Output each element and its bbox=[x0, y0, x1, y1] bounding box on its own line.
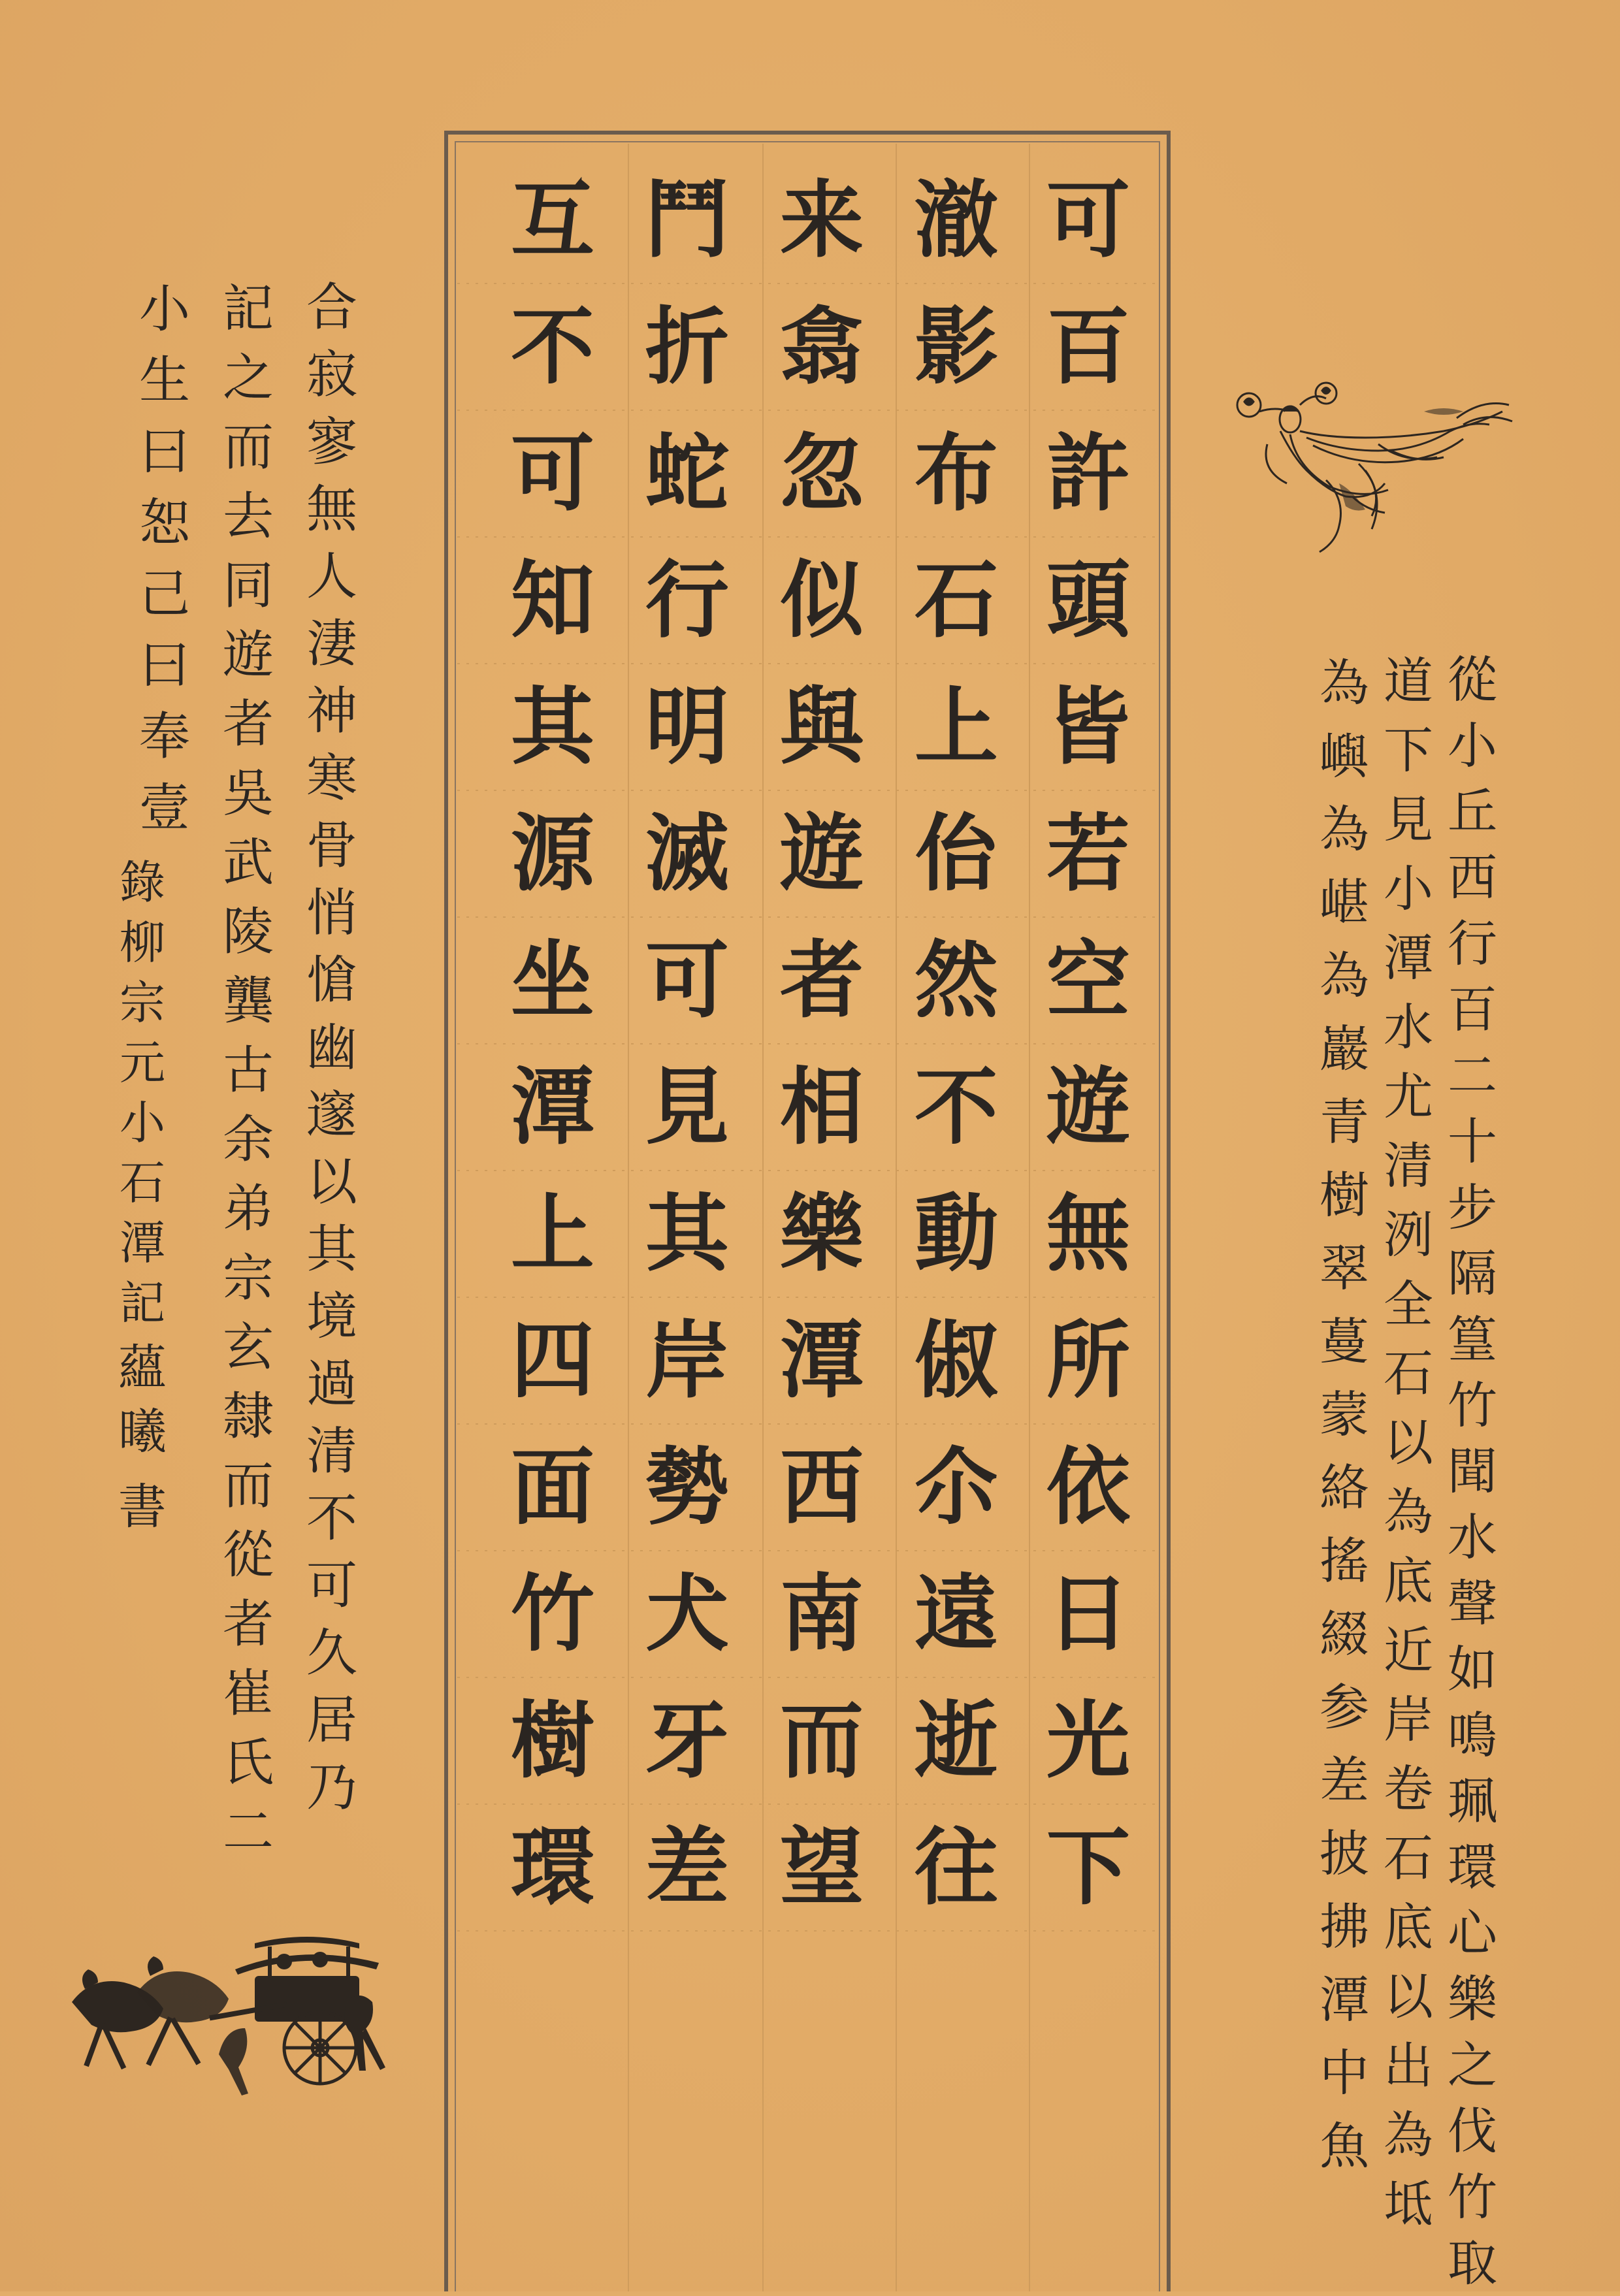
signature-name-text bbox=[118, 1336, 167, 1464]
main-column-3 bbox=[770, 157, 874, 1931]
left-char: 恕 bbox=[138, 494, 190, 553]
left-char: 之 bbox=[222, 349, 274, 408]
signature-name bbox=[110, 1336, 175, 1464]
main-char: 面 bbox=[510, 1438, 594, 1536]
main-char: 可 bbox=[645, 931, 729, 1029]
main-char: 往 bbox=[914, 1819, 998, 1916]
left-char: 寂 bbox=[306, 346, 357, 404]
right-char: 蔓 bbox=[1320, 1312, 1369, 1370]
left-char: 二 bbox=[222, 1803, 274, 1862]
main-char: 尒 bbox=[914, 1438, 998, 1536]
left-char: 淒 bbox=[306, 615, 357, 673]
right-char: 潭 bbox=[1384, 929, 1433, 987]
left-column-2 bbox=[216, 274, 281, 1867]
main-char: 下 bbox=[1046, 1819, 1130, 1916]
main-char: 布 bbox=[914, 425, 998, 523]
right-char: 丘 bbox=[1448, 783, 1497, 841]
main-char: 蛇 bbox=[645, 425, 729, 523]
left-char: 寒 bbox=[306, 749, 357, 808]
signature-suffix bbox=[110, 1479, 175, 1535]
main-char: 源 bbox=[510, 805, 594, 903]
right-char: 石 bbox=[1384, 1829, 1433, 1887]
right-char: 披 bbox=[1320, 1824, 1369, 1883]
main-char: 不 bbox=[510, 298, 594, 396]
left-char: 吳 bbox=[222, 764, 274, 823]
right-char: 卷 bbox=[1384, 1760, 1433, 1818]
left-char: 者 bbox=[222, 695, 274, 754]
main-char: 犬 bbox=[645, 1565, 729, 1663]
right-char: 為 bbox=[1384, 1483, 1433, 1541]
main-char: 似 bbox=[779, 551, 864, 649]
left-char: 而 bbox=[222, 1457, 274, 1515]
left-char: 清 bbox=[306, 1422, 357, 1481]
signature-char: 石 bbox=[120, 1156, 165, 1210]
left-char: 生 bbox=[138, 351, 190, 410]
right-char: 聞 bbox=[1448, 1442, 1497, 1500]
left-char: 弟 bbox=[222, 1180, 274, 1238]
main-char: 無 bbox=[1046, 1185, 1130, 1283]
main-char: 坐 bbox=[510, 931, 594, 1029]
signature-char: 錄 bbox=[120, 856, 165, 909]
left-column-3 bbox=[132, 274, 197, 844]
left-char: 奉 bbox=[138, 707, 190, 766]
left-column-1 bbox=[299, 274, 364, 1822]
right-char: 百 bbox=[1448, 980, 1497, 1039]
left-char: 玄 bbox=[222, 1318, 274, 1377]
right-char: 坻 bbox=[1384, 2175, 1433, 2233]
right-char: 青 bbox=[1320, 1093, 1369, 1151]
right-char: 参 bbox=[1320, 1678, 1369, 1736]
left-char: 居 bbox=[306, 1691, 357, 1750]
left-char: 氏 bbox=[222, 1734, 274, 1792]
right-char: 環 bbox=[1448, 1838, 1497, 1896]
left-char: 隸 bbox=[222, 1387, 274, 1446]
left-char: 宗 bbox=[222, 1249, 274, 1308]
left-char: 者 bbox=[222, 1595, 274, 1654]
main-char: 望 bbox=[779, 1819, 864, 1916]
main-char: 環 bbox=[510, 1819, 594, 1916]
main-char: 遊 bbox=[1046, 1058, 1130, 1156]
right-char: 小 bbox=[1384, 860, 1433, 918]
right-char: 下 bbox=[1384, 721, 1433, 779]
right-char: 竹 bbox=[1448, 2168, 1497, 2226]
right-char: 蒙 bbox=[1320, 1385, 1369, 1444]
left-char: 神 bbox=[306, 682, 357, 741]
left-char: 不 bbox=[306, 1489, 357, 1548]
main-char: 影 bbox=[914, 298, 998, 396]
left-char: 寥 bbox=[306, 413, 357, 472]
main-char: 忽 bbox=[779, 425, 864, 523]
right-char: 絡 bbox=[1320, 1459, 1369, 1517]
right-char: 為 bbox=[1320, 654, 1369, 712]
right-char: 之 bbox=[1448, 2036, 1497, 2094]
left-char: 悄 bbox=[306, 884, 357, 943]
left-char: 龔 bbox=[222, 972, 274, 1031]
main-char: 可 bbox=[1046, 171, 1130, 269]
main-char: 樂 bbox=[779, 1185, 864, 1283]
main-char: 樹 bbox=[510, 1692, 594, 1790]
right-char: 洌 bbox=[1384, 1206, 1433, 1264]
main-char: 若 bbox=[1046, 805, 1130, 903]
main-char: 俶 bbox=[914, 1312, 998, 1410]
main-char: 上 bbox=[510, 1185, 594, 1283]
right-column-3 bbox=[1313, 647, 1376, 2183]
signature-char: 小 bbox=[120, 1096, 165, 1150]
signature-char: 宗 bbox=[120, 976, 165, 1029]
right-char: 小 bbox=[1448, 717, 1497, 775]
left-char: 而 bbox=[222, 418, 274, 477]
signature-char: 蘊 bbox=[118, 1340, 167, 1396]
main-char: 皆 bbox=[1046, 678, 1130, 776]
left-char: 骨 bbox=[306, 817, 357, 875]
right-char: 竹 bbox=[1448, 1376, 1497, 1434]
left-char: 過 bbox=[306, 1355, 357, 1414]
right-char: 伐 bbox=[1448, 2102, 1497, 2160]
main-char: 許 bbox=[1046, 425, 1130, 523]
left-char: 境 bbox=[306, 1287, 357, 1346]
right-char: 以 bbox=[1384, 1967, 1433, 2026]
left-char: 久 bbox=[306, 1624, 357, 1683]
main-char: 互 bbox=[510, 171, 594, 269]
right-char: 二 bbox=[1448, 1046, 1497, 1105]
left-char: 余 bbox=[222, 1110, 274, 1169]
left-char: 無 bbox=[306, 480, 357, 539]
main-char: 然 bbox=[914, 931, 998, 1029]
left-char: 壹 bbox=[138, 779, 190, 837]
right-char: 步 bbox=[1448, 1178, 1497, 1237]
main-char: 依 bbox=[1046, 1438, 1130, 1536]
main-char: 可 bbox=[510, 425, 594, 523]
left-char: 去 bbox=[222, 487, 274, 546]
left-char: 崔 bbox=[222, 1664, 274, 1723]
main-char: 所 bbox=[1046, 1312, 1130, 1410]
left-char: 記 bbox=[222, 280, 274, 338]
main-column-1 bbox=[1036, 157, 1141, 1931]
right-char: 為 bbox=[1384, 2106, 1433, 2164]
left-char: 邃 bbox=[306, 1086, 357, 1144]
right-char: 為 bbox=[1320, 946, 1369, 1005]
right-char: 樹 bbox=[1320, 1166, 1369, 1224]
main-char: 竹 bbox=[510, 1565, 594, 1663]
main-char: 百 bbox=[1046, 298, 1130, 396]
main-column-4 bbox=[635, 157, 739, 1931]
right-column-2 bbox=[1377, 647, 1440, 2239]
left-char: 古 bbox=[222, 1041, 274, 1100]
right-char: 翠 bbox=[1320, 1239, 1369, 1297]
signature-char: 柳 bbox=[120, 916, 165, 969]
right-char: 清 bbox=[1384, 1137, 1433, 1195]
right-char: 道 bbox=[1384, 652, 1433, 710]
main-char: 西 bbox=[779, 1438, 864, 1536]
main-char: 上 bbox=[914, 678, 998, 776]
signature-attribution-text bbox=[120, 852, 165, 1333]
right-char: 石 bbox=[1384, 1344, 1433, 1402]
right-char: 近 bbox=[1384, 1621, 1433, 1679]
right-char: 以 bbox=[1384, 1414, 1433, 1472]
left-char: 幽 bbox=[306, 1018, 357, 1077]
right-char: 出 bbox=[1384, 2037, 1433, 2095]
right-char: 十 bbox=[1448, 1112, 1497, 1171]
left-char: 遊 bbox=[222, 626, 274, 685]
main-char: 知 bbox=[510, 551, 594, 649]
main-char: 勢 bbox=[645, 1438, 729, 1536]
right-char: 篁 bbox=[1448, 1310, 1497, 1368]
right-char: 搖 bbox=[1320, 1532, 1369, 1590]
main-char: 翕 bbox=[779, 298, 864, 396]
main-char: 澈 bbox=[914, 171, 998, 269]
main-column-5 bbox=[500, 157, 605, 1931]
right-char: 行 bbox=[1448, 914, 1497, 973]
left-char: 乃 bbox=[306, 1758, 357, 1817]
main-char: 石 bbox=[914, 551, 998, 649]
main-char: 動 bbox=[914, 1185, 998, 1283]
left-char: 人 bbox=[306, 547, 357, 606]
main-char: 而 bbox=[779, 1692, 864, 1790]
main-char: 逝 bbox=[914, 1692, 998, 1790]
right-char: 水 bbox=[1448, 1508, 1497, 1566]
left-char: 以 bbox=[306, 1153, 357, 1212]
main-char: 遊 bbox=[779, 805, 864, 903]
right-char: 取 bbox=[1448, 2234, 1497, 2292]
main-char: 来 bbox=[779, 171, 864, 269]
signature-char: 潭 bbox=[120, 1216, 165, 1270]
right-char: 西 bbox=[1448, 849, 1497, 907]
right-char: 中 bbox=[1320, 2044, 1369, 2102]
right-char: 全 bbox=[1384, 1275, 1433, 1333]
main-char: 折 bbox=[645, 298, 729, 396]
main-char: 南 bbox=[779, 1565, 864, 1663]
main-char: 潭 bbox=[779, 1312, 864, 1410]
signature-char: 記 bbox=[120, 1276, 165, 1330]
left-char: 合 bbox=[306, 278, 357, 337]
left-char: 武 bbox=[222, 833, 274, 892]
left-char: 同 bbox=[222, 557, 274, 615]
right-char: 差 bbox=[1320, 1751, 1369, 1809]
right-char: 鳴 bbox=[1448, 1706, 1497, 1764]
main-char: 光 bbox=[1046, 1692, 1130, 1790]
right-column-1 bbox=[1441, 647, 1504, 2296]
left-char: 曰 bbox=[138, 423, 190, 481]
main-char: 滅 bbox=[645, 805, 729, 903]
right-char: 底 bbox=[1384, 1898, 1433, 1956]
main-char: 不 bbox=[914, 1058, 998, 1156]
main-char: 相 bbox=[779, 1058, 864, 1156]
right-char: 樂 bbox=[1448, 1970, 1497, 2028]
right-char: 隔 bbox=[1448, 1244, 1497, 1302]
right-char: 岸 bbox=[1384, 1690, 1433, 1749]
right-char: 心 bbox=[1448, 1904, 1497, 1962]
signature-attribution bbox=[110, 852, 175, 1333]
main-char: 頭 bbox=[1046, 551, 1130, 649]
left-char: 陵 bbox=[222, 903, 274, 962]
main-char: 佁 bbox=[914, 805, 998, 903]
right-char: 聲 bbox=[1448, 1574, 1497, 1632]
right-char: 底 bbox=[1384, 1552, 1433, 1610]
signature-suffix-text: 書 bbox=[118, 1479, 167, 1535]
main-char: 明 bbox=[645, 678, 729, 776]
left-char: 愴 bbox=[306, 951, 357, 1010]
main-char: 其 bbox=[510, 678, 594, 776]
main-char: 見 bbox=[645, 1058, 729, 1156]
right-char: 水 bbox=[1384, 998, 1433, 1056]
main-char: 其 bbox=[645, 1185, 729, 1283]
right-char: 見 bbox=[1384, 790, 1433, 849]
right-char: 嵁 bbox=[1320, 873, 1369, 931]
main-char: 岸 bbox=[645, 1312, 729, 1410]
main-char: 潭 bbox=[510, 1058, 594, 1156]
left-char: 從 bbox=[222, 1526, 274, 1585]
right-char: 為 bbox=[1320, 800, 1369, 858]
right-char: 巖 bbox=[1320, 1020, 1369, 1078]
main-char: 差 bbox=[645, 1819, 729, 1916]
main-char: 遠 bbox=[914, 1565, 998, 1663]
flying-apsara-illustration bbox=[1228, 366, 1515, 562]
left-char: 曰 bbox=[138, 636, 190, 695]
right-char: 尤 bbox=[1384, 1067, 1433, 1125]
left-char: 可 bbox=[306, 1557, 357, 1615]
left-char: 小 bbox=[138, 280, 190, 339]
right-char: 從 bbox=[1448, 651, 1497, 709]
main-char: 行 bbox=[645, 551, 729, 649]
right-char: 潭 bbox=[1320, 1971, 1369, 2029]
main-char: 空 bbox=[1046, 931, 1130, 1029]
signature-char: 曦 bbox=[118, 1404, 167, 1460]
right-char: 拂 bbox=[1320, 1898, 1369, 1956]
right-char: 綴 bbox=[1320, 1605, 1369, 1663]
main-char: 與 bbox=[779, 678, 864, 776]
left-char: 其 bbox=[306, 1220, 357, 1279]
main-char: 者 bbox=[779, 931, 864, 1029]
signature-char: 元 bbox=[120, 1036, 165, 1090]
right-char: 珮 bbox=[1448, 1772, 1497, 1830]
main-char: 四 bbox=[510, 1312, 594, 1410]
right-char: 如 bbox=[1448, 1640, 1497, 1698]
right-char: 魚 bbox=[1320, 2117, 1369, 2175]
main-column-2 bbox=[904, 157, 1009, 1931]
right-char: 嶼 bbox=[1320, 727, 1369, 785]
left-char: 己 bbox=[138, 565, 190, 624]
main-char: 日 bbox=[1046, 1565, 1130, 1663]
horse-carriage-illustration bbox=[59, 1930, 398, 2100]
main-char: 牙 bbox=[645, 1692, 729, 1790]
main-char: 鬥 bbox=[645, 171, 729, 269]
